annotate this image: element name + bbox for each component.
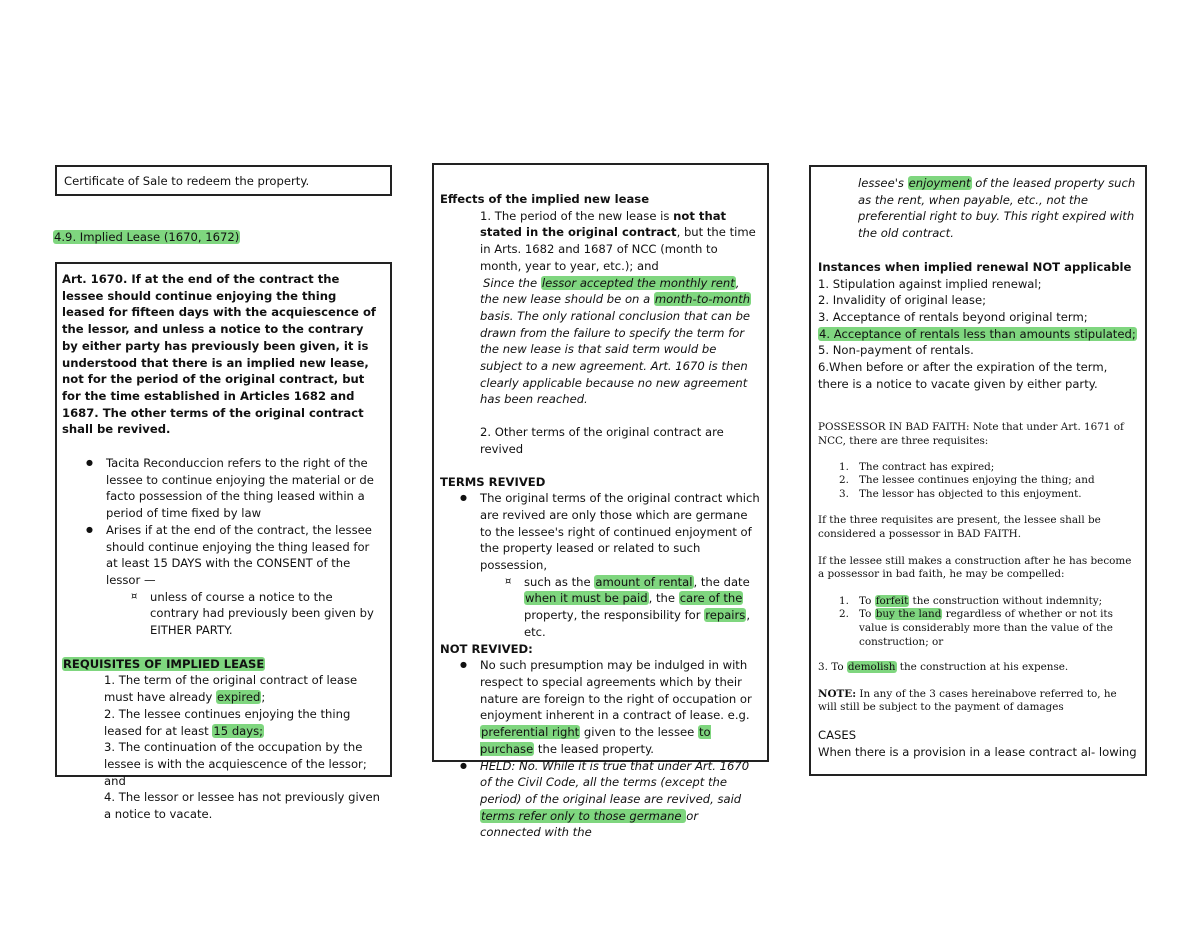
sub-list-item: ¤ such as the amount of rental, the date when it must be paid, the care of the property, the responsibility for repairs, etc. [500, 574, 760, 641]
not-revived-list [440, 657, 760, 841]
not-revived-heading: NOT REVIVED: [440, 641, 533, 656]
instances-list [818, 276, 1138, 393]
effect-1-note: Since the lessor accepted the monthly rent, the new lease should be on a month-to-month basis. The only rational conclusion that can be drawn from the failure to specify the term for the new lease is that said term would be subject to a new agreement. Art. 1670 is then clearly applicable because no new agreement has been reached. [480, 275, 751, 407]
list-item: ● Arises if at the end of the contract, the lessee should continue enjoying the thing leased for at least 15 DAYS with the CONSENT of the lessor — ¤ unless of course a notice to the contrary had previously been given by EITHER PARTY. [82, 522, 383, 639]
list-item: ● The original terms of the original contract which are revived are only those which are germane to the lessee's right of continued enjoyment of the property leased or related to such possession, ¤ such as the amount of rental, the date when it must be paid, the care of the property, the responsibility for repairs, etc. [456, 490, 760, 640]
list-item: ● No such presumption may be indulged in with respect to special agreements which by their nature are foreign to the right of occupation or enjoyment inherent in a contract of lease. e.g. preferential right given to the lessee to purchase the leased property. [456, 657, 760, 757]
requisite-1: 1. The term of the original contract of lease must have already expired; [104, 673, 358, 705]
effects-heading: Effects of the implied new lease [440, 192, 650, 206]
certificate-box [55, 165, 392, 196]
list-item: 3. The lessor has objected to this enjoyment. [839, 487, 1082, 500]
instance-2: 2. Invalidity of original lease; [818, 293, 987, 308]
possessor-construction-text: If the lessee still makes a construction after he has become a possessor in bad faith, he may be compelled: [818, 554, 1132, 581]
list-item: 2. To buy the land regardless of whether or not its value is considerably more than the value of the construction; or [839, 608, 1113, 648]
column-1-panel [55, 262, 392, 822]
possessor-section [818, 421, 1138, 715]
requisite-4: 4. The lessor or lessee has not previously given a notice to vacate. [104, 790, 381, 822]
column-2-panel [432, 163, 769, 840]
compelled-item-3: 3. To demolish the construction at his expense. [818, 661, 1069, 674]
sub-list-item: ¤ unless of course a notice to the contrary had previously been given by EITHER PARTY. [126, 589, 383, 639]
requisites-heading: REQUISITES OF IMPLIED LEASE [63, 656, 265, 671]
continuation-text: lessee's enjoyment of the leased property such as the rent, when payable, etc., not the preferential right to buy. This right expired with the old contract. [858, 176, 1136, 241]
compelled-list [818, 595, 1138, 649]
requisite-3: 3. The continuation of the occupation by the lessee is with the acquiescence of the lessor; and [104, 740, 367, 788]
column-3-panel [809, 165, 1147, 776]
list-item: 2. The lessee continues enjoying the thing; and [839, 474, 1095, 487]
possessor-present-text: If the three requisites are present, the lessee shall be considered a possessor in BAD FAITH. [818, 514, 1101, 540]
effect-1: 1. The period of the new lease is not that stated in the original contract, but the time in Arts. 1682 and 1687 of NCC (month to month, year to year, etc.); and [480, 208, 756, 273]
instance-4: 4. Acceptance of rentals less than amounts stipulated; [819, 326, 1136, 341]
requisite-2: 2. The lessee continues enjoying the thing leased for at least 15 days; [104, 706, 351, 738]
instances-heading: Instances when implied renewal NOT applicable [818, 259, 1132, 274]
article-1670-text: Art. 1670. If at the end of the contract the lessee should continue enjoying the thing leased for fifteen days with the acquiescence of the lessor, and unless a notice to the contrary by either party has previously been given, it is understood that there is an implied new lease, not for the period of the original contract, but for the time established in Articles 1682 and 1687. The other terms of the original contract shall be revived. [62, 272, 376, 437]
possessor-requisites [818, 461, 1138, 502]
instance-1: 1. Stipulation against implied renewal; [818, 276, 1042, 291]
list-item: ● HELD: No. While it is true that under Art. 1670 of the Civil Code, all the terms (except the period) of the original lease are revived, said terms refer only to those germane or connected with the [456, 758, 760, 842]
requisites-list [62, 672, 383, 822]
effect-2: 2. Other terms of the original contract are revived [480, 425, 724, 456]
possessor-heading: POSSESSOR IN BAD FAITH: Note that under Art. 1671 of NCC, there are three requisites: [818, 421, 1124, 448]
list-item: ● Tacita Reconduccion refers to the right of the lessee to continue enjoying the material or de facto possession of the thing leased within a period of time fixed by law [82, 455, 383, 522]
certificate-text: Certificate of Sale to redeem the property. [64, 174, 310, 188]
list-item: 1. The contract has expired; [839, 460, 995, 473]
bullet-list [62, 455, 383, 639]
list-item: 1. To forfeit the construction without indemnity; [839, 594, 1103, 607]
terms-revived-list [440, 490, 760, 640]
effects-list [440, 208, 760, 458]
note-text: NOTE: In any of the 3 cases hereinabove referred to, he will still be subject to the payment of damages [818, 687, 1117, 714]
terms-revived-heading: TERMS REVIVED [440, 474, 546, 489]
cases-text: When there is a provision in a lease contract al- lowing [818, 744, 1137, 759]
instance-5: 5. Non-payment of rentals. [818, 343, 974, 358]
instance-6: 6.When before or after the expiration of the term, there is a notice to vacate given by either party. [818, 360, 1108, 391]
section-heading: 4.9. Implied Lease (1670, 1672) [54, 230, 240, 244]
cases-heading: CASES [818, 727, 857, 742]
instance-3: 3. Acceptance of rentals beyond original term; [818, 309, 1088, 324]
